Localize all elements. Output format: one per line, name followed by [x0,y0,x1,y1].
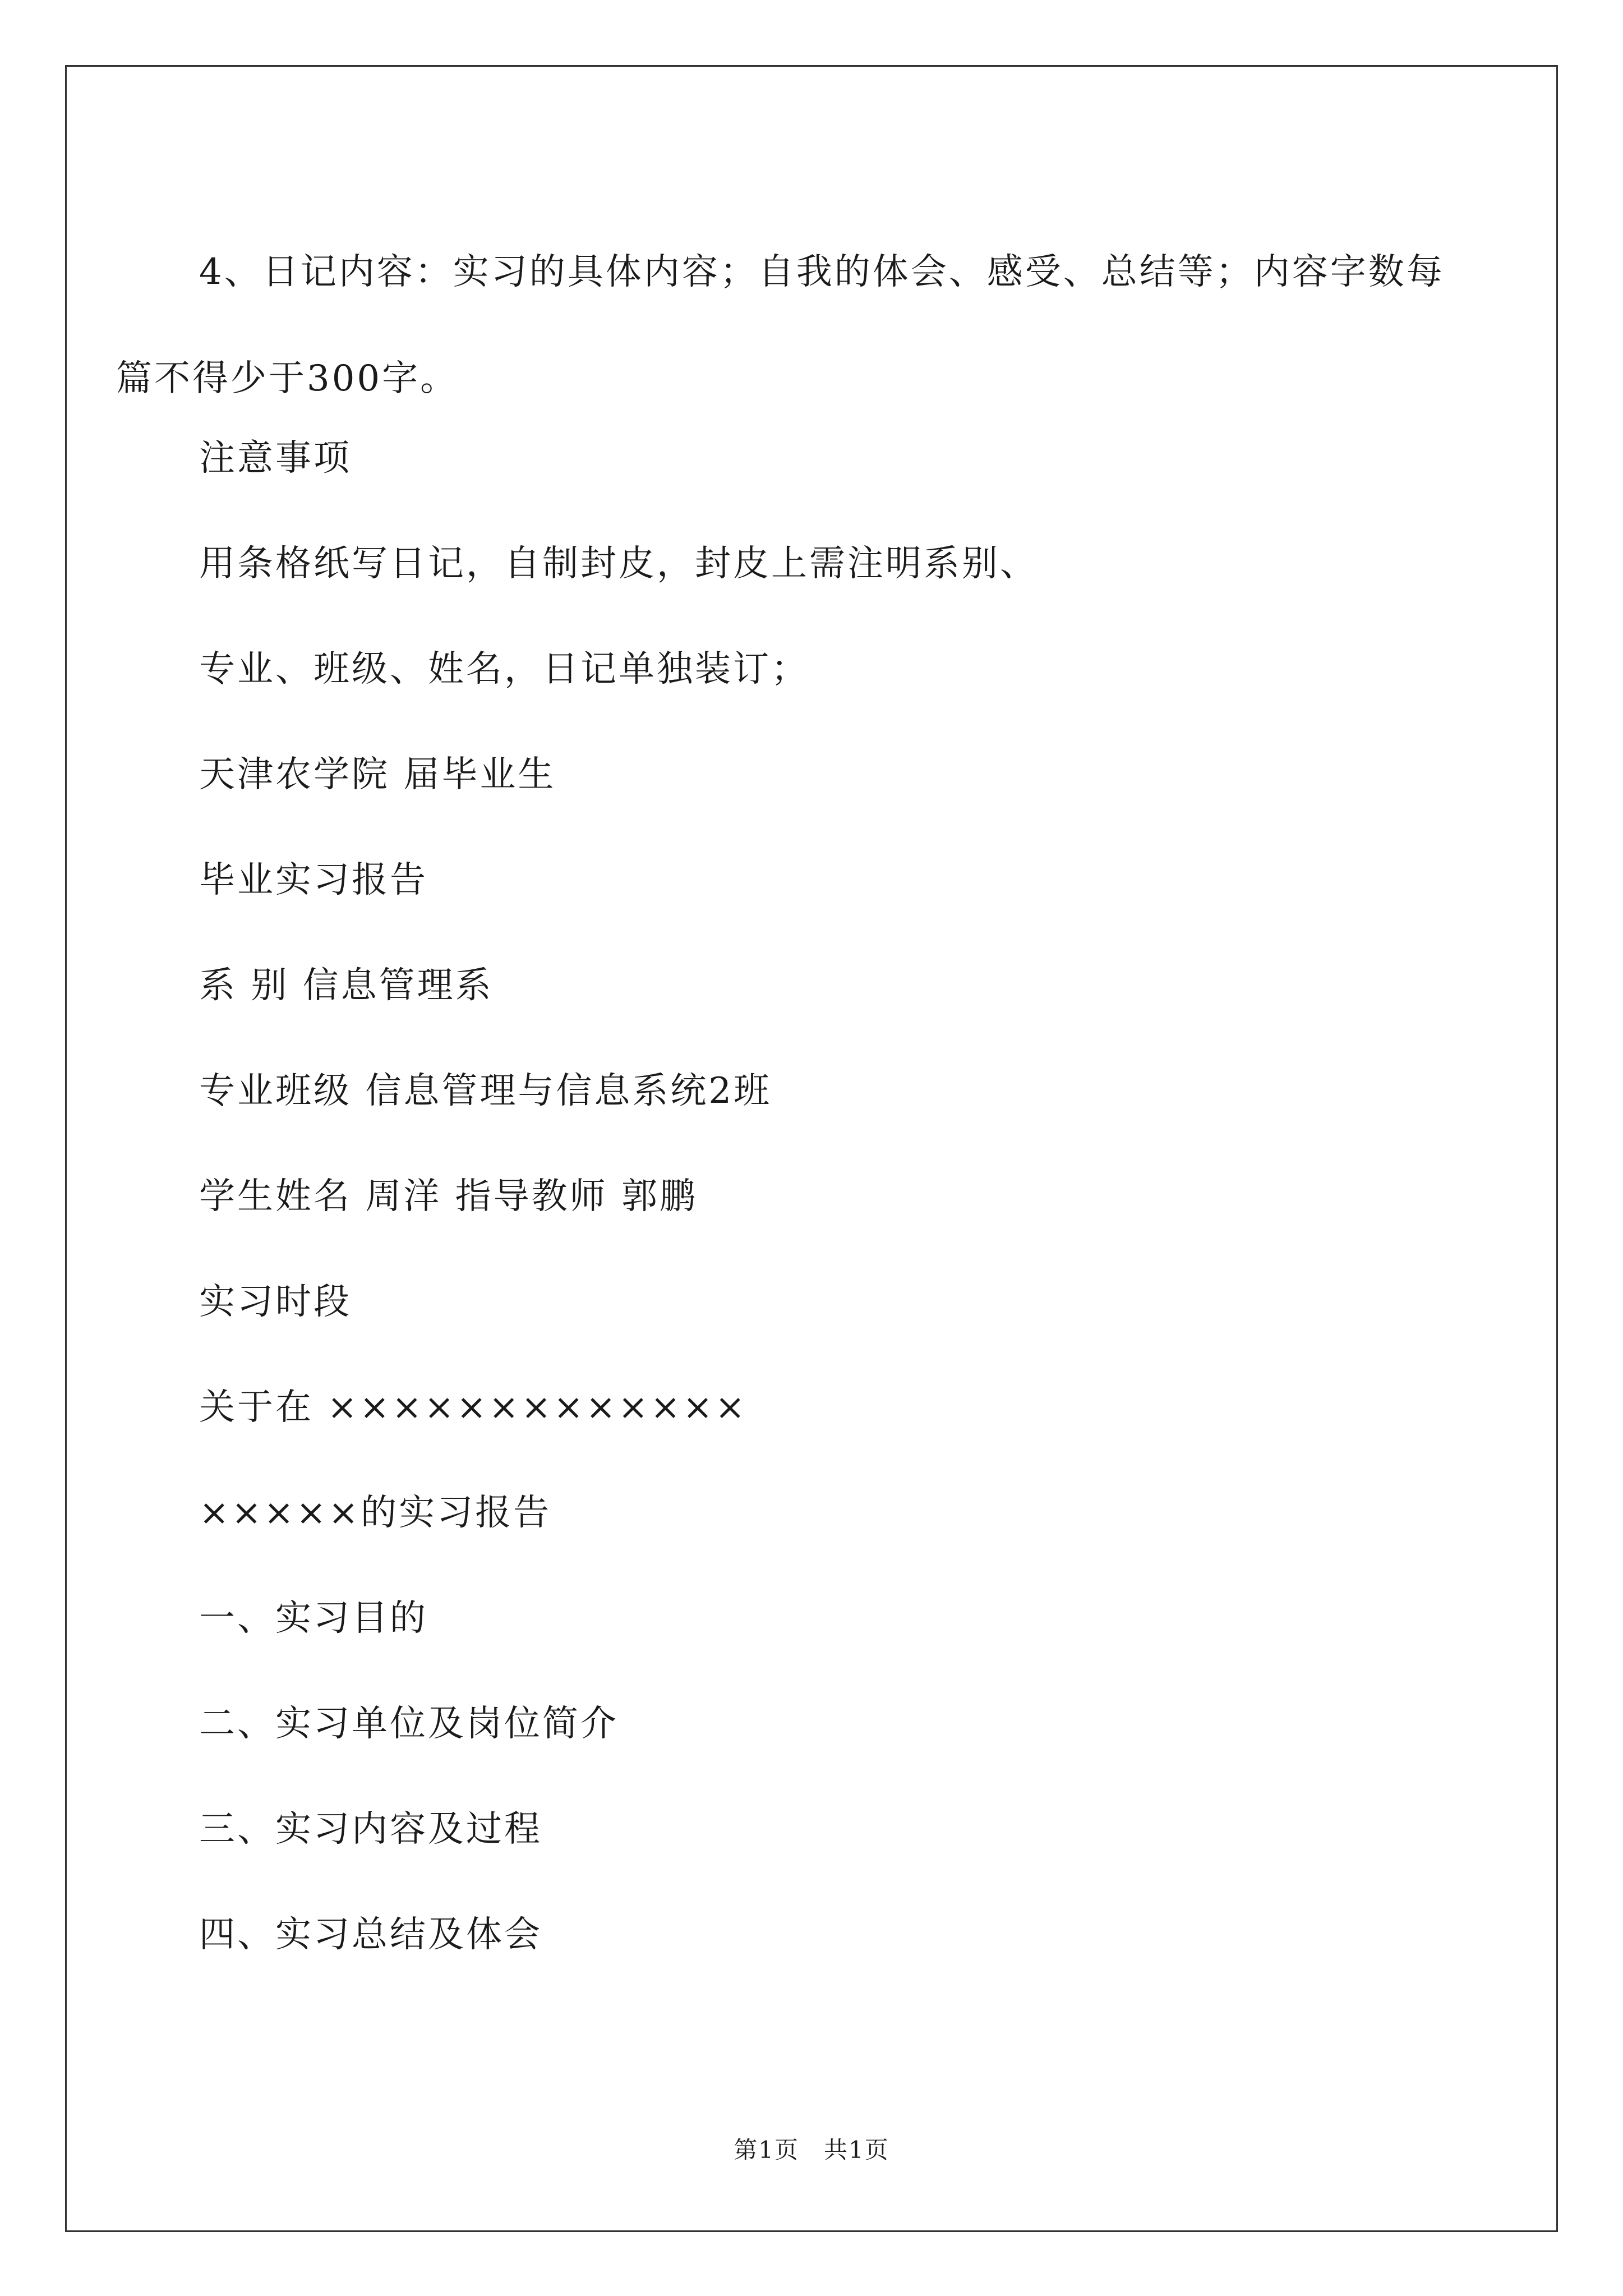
paragraph-about-line-1: 关于在 ××××××××××××× [199,1387,748,1428]
document-body [116,219,1445,2014]
paragraph-diary-content: 4、日记内容：实习的具体内容；自我的体会、感受、总结等；内容字数每篇不得少于300字。 [116,251,1445,399]
paragraph-notes-heading: 注意事项 [199,438,352,479]
section-heading-2: 二、实习单位及岗位简介 [199,1703,619,1745]
paragraph-department: 系 别 信息管理系 [199,965,494,1006]
section-heading-3: 三、实习内容及过程 [199,1809,542,1850]
section-heading-4: 四、实习总结及体会 [199,1914,542,1955]
paragraph-about-line-2: ×××××的实习报告 [199,1492,552,1534]
paragraph-report-title: 毕业实习报告 [199,859,428,901]
section-heading-1: 一、实习目的 [199,1598,428,1639]
paragraph-notes-line-1: 用条格纸写日记，自制封皮，封皮上需注明系别、 [199,543,1038,585]
paragraph-major-class: 专业班级 信息管理与信息系统2班 [199,1070,772,1112]
paragraph-student-teacher: 学生姓名 周洋 指导教师 郭鹏 [199,1176,698,1217]
page-number-footer: 第1页 共1页 [734,2136,889,2164]
paragraph-notes-line-2: 专业、班级、姓名，日记单独装订； [199,648,809,690]
paragraph-period: 实习时段 [199,1281,352,1323]
paragraph-school: 天津农学院 届毕业生 [199,754,556,795]
